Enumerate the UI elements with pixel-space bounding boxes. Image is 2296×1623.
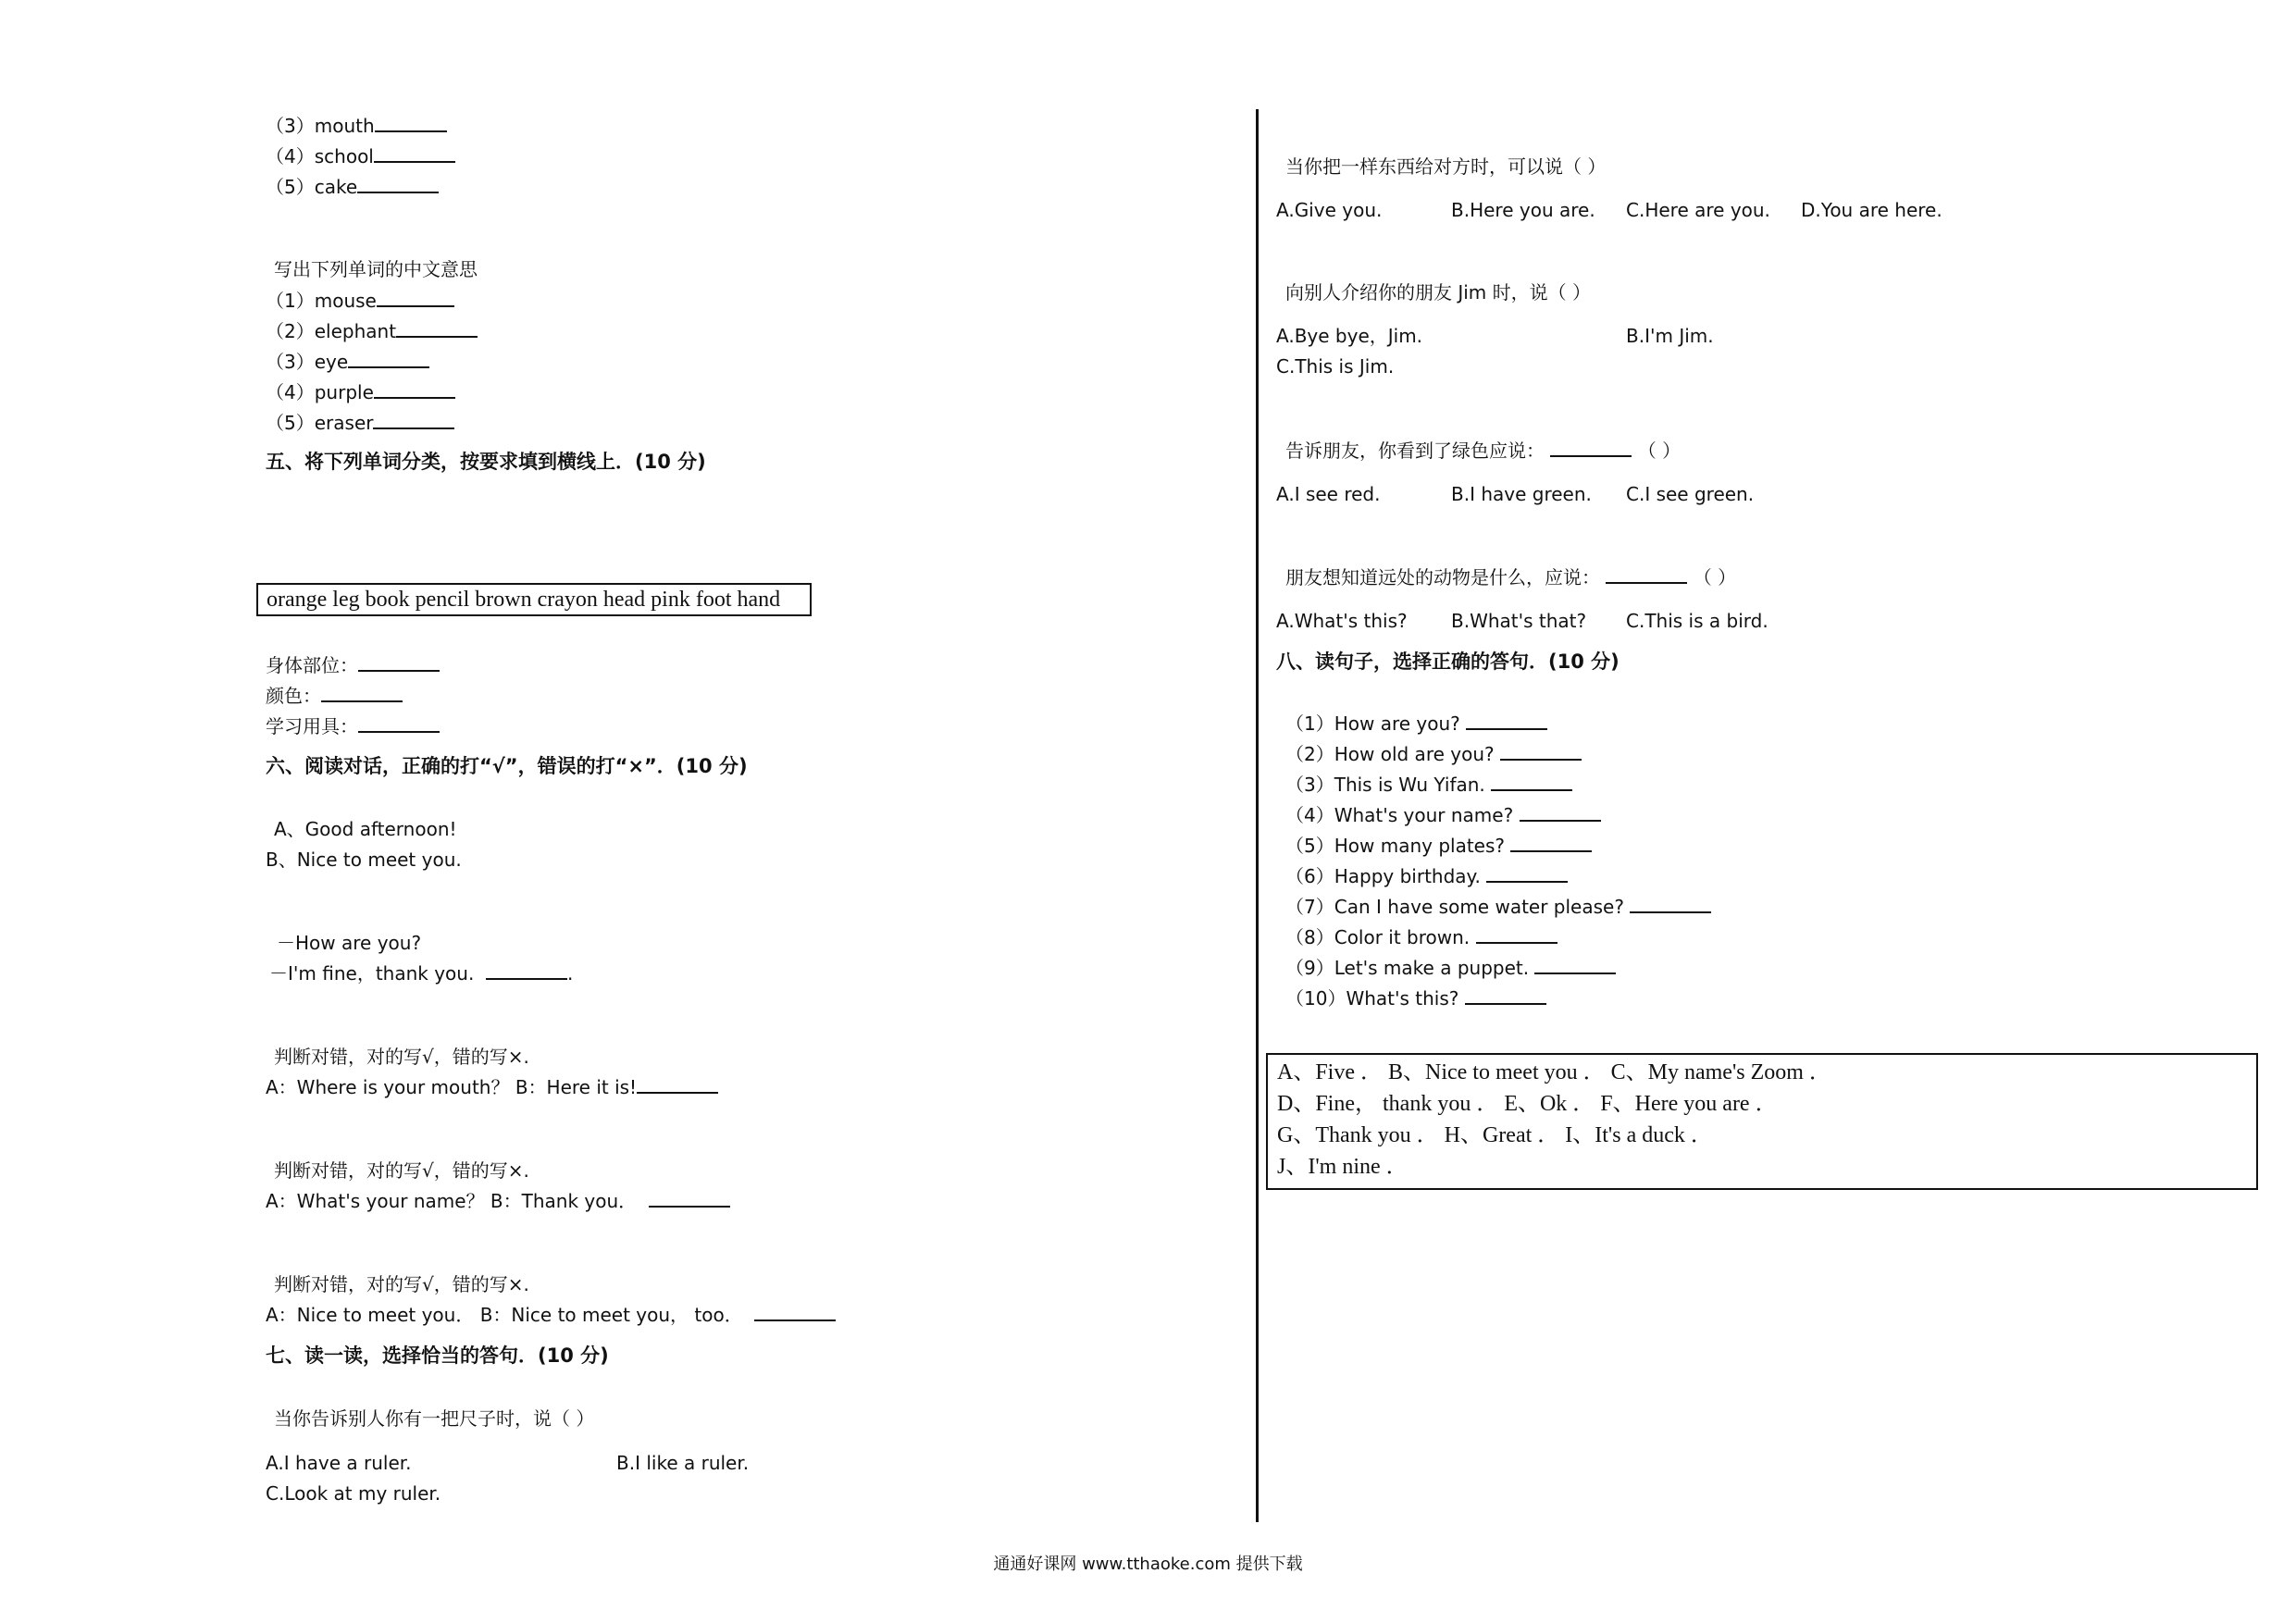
word-item: （2）elephant: [266, 319, 478, 343]
word-box: orange leg book pencil brown crayon head pink foot hand: [256, 583, 812, 616]
sentence-item: （8）Color it brown.: [1285, 925, 1558, 949]
answer-blank[interactable]: [374, 144, 455, 163]
option-b[interactable]: B.Here you are.: [1451, 199, 1595, 221]
option-d[interactable]: D.You are here.: [1801, 199, 1942, 221]
judge-label: 判断对错，对的写√，错的写×.: [274, 1273, 529, 1295]
answer-blank[interactable]: [1465, 986, 1546, 1005]
answer-blank[interactable]: [377, 289, 454, 307]
dialogue-line: －I'm fine，thank you. .: [269, 962, 574, 985]
sentence-item: （6）Happy birthday.: [1285, 864, 1568, 888]
answer-blank[interactable]: [374, 380, 455, 399]
answer-blank[interactable]: [1606, 565, 1687, 584]
option-c[interactable]: C.Look at my ruler.: [266, 1482, 441, 1505]
question-prompt: 当你把一样东西给对方时，可以说（ ）: [1285, 155, 1607, 178]
dialogue-line: A：What's your name？ B：Thank you．: [266, 1189, 730, 1213]
sentence-item: （4）What's your name?: [1285, 803, 1601, 827]
option-b[interactable]: B.I like a ruler.: [616, 1452, 750, 1474]
answer-row: A、Five ． B、Nice to meet you ． C、My name's Zoom ．: [1277, 1060, 1831, 1084]
judge-label: 判断对错，对的写√，错的写×.: [274, 1046, 529, 1068]
question-prompt: 告诉朋友，你看到了绿色应说： （ ）: [1285, 440, 1682, 462]
option-b[interactable]: B.I have green.: [1451, 483, 1592, 505]
answer-blank[interactable]: [1486, 864, 1568, 883]
answer-blank[interactable]: [1630, 895, 1711, 913]
answer-blank[interactable]: [1476, 925, 1558, 944]
answer-blank[interactable]: [373, 411, 454, 429]
answer-blank[interactable]: [1550, 439, 1632, 457]
option-a[interactable]: A.I see red.: [1276, 483, 1381, 505]
page-footer: 通通好课网 www.tthaoke.com 提供下载: [993, 1555, 1303, 1574]
answer-blank[interactable]: [375, 114, 447, 132]
option-a[interactable]: A.Give you.: [1276, 199, 1383, 221]
word-item: （3）eye: [266, 350, 429, 374]
answer-blank[interactable]: [486, 961, 567, 980]
question-prompt: 朋友想知道远处的动物是什么，应说： （ ）: [1285, 566, 1737, 588]
answer-blank[interactable]: [357, 175, 439, 193]
dialogue-line: －How are you?: [277, 932, 422, 954]
word-item: （5）eraser: [266, 411, 454, 435]
category-stationery: 学习用具：: [266, 714, 440, 738]
section-8-title: 八、读句子，选择正确的答句．(10 分): [1276, 650, 1620, 673]
dialogue-line: B、Nice to meet you.: [266, 849, 462, 871]
answer-blank[interactable]: [637, 1075, 718, 1094]
sentence-item: （9）Let's make a puppet.: [1285, 956, 1616, 980]
answer-blank[interactable]: [396, 319, 478, 338]
judge-label: 判断对错，对的写√，错的写×.: [274, 1159, 529, 1182]
option-c[interactable]: C.This is Jim.: [1276, 355, 1395, 378]
option-c[interactable]: C.Here are you.: [1626, 199, 1770, 221]
section-6-title: 六、阅读对话，正确的打“√”，错误的打“×”．(10 分): [266, 755, 748, 777]
answer-blank[interactable]: [1534, 956, 1616, 974]
answer-blank[interactable]: [348, 350, 429, 368]
sentence-item: （7）Can I have some water please?: [1285, 895, 1711, 919]
sentence-item: （1）How are you?: [1285, 712, 1547, 736]
answer-blank[interactable]: [321, 684, 403, 702]
column-divider: [1256, 109, 1259, 1522]
question-prompt: 当你告诉别人你有一把尺子时，说（ ）: [274, 1407, 595, 1430]
answer-blank[interactable]: [1491, 773, 1572, 791]
answer-blank[interactable]: [1500, 742, 1582, 761]
answer-blank[interactable]: [358, 653, 440, 672]
option-a[interactable]: A.What's this?: [1276, 610, 1408, 632]
section-5-title: 五、将下列单词分类，按要求填到横线上．(10 分): [266, 451, 706, 473]
answer-row: D、Fine， thank you ． E、Ok ． F、Here you are ．: [1277, 1092, 1778, 1116]
meaning-title: 写出下列单词的中文意思: [274, 258, 478, 280]
section-7-title: 七、读一读，选择恰当的答句．(10 分): [266, 1344, 609, 1367]
question-prompt: 向别人介绍你的朋友 Jim 时，说（ ）: [1285, 281, 1592, 304]
option-b[interactable]: B.What's that?: [1451, 610, 1587, 632]
sentence-item: （10）What's this?: [1285, 986, 1546, 1010]
answer-blank[interactable]: [754, 1303, 836, 1321]
option-a[interactable]: A.Bye bye，Jim.: [1276, 325, 1423, 347]
option-b[interactable]: B.I'm Jim.: [1626, 325, 1714, 347]
word-item: （4）purple: [266, 380, 455, 404]
category-body: 身体部位：: [266, 653, 440, 677]
option-c[interactable]: C.I see green.: [1626, 483, 1755, 505]
word-item: （3）mouth: [266, 114, 447, 138]
option-c[interactable]: C.This is a bird.: [1626, 610, 1769, 632]
word-item: （5）cake: [266, 175, 439, 199]
answer-options-box: [1266, 1053, 2258, 1190]
word-item: （4）school: [266, 144, 455, 168]
sentence-item: （2）How old are you?: [1285, 742, 1582, 766]
answer-blank[interactable]: [1466, 712, 1547, 730]
answer-row: J、I'm nine ．: [1277, 1155, 1409, 1179]
category-color: 颜色：: [266, 684, 403, 708]
dialogue-line: A：Nice to meet you． B：Nice to meet you， too．: [266, 1303, 836, 1327]
dialogue-line: A：Where is your mouth？ B：Here it is!: [266, 1075, 718, 1099]
word-item: （1）mouse: [266, 289, 454, 313]
answer-blank[interactable]: [1520, 803, 1601, 822]
sentence-item: （5）How many plates?: [1285, 834, 1592, 858]
dialogue-line: A、Good afternoon!: [274, 818, 457, 840]
answer-blank[interactable]: [649, 1189, 730, 1208]
sentence-item: （3）This is Wu Yifan.: [1285, 773, 1572, 797]
answer-blank[interactable]: [1510, 834, 1592, 852]
option-a[interactable]: A.I have a ruler.: [266, 1452, 412, 1474]
answer-blank[interactable]: [358, 714, 440, 733]
answer-row: G、Thank you ． H、Great ． I、It's a duck ．: [1277, 1123, 1713, 1147]
